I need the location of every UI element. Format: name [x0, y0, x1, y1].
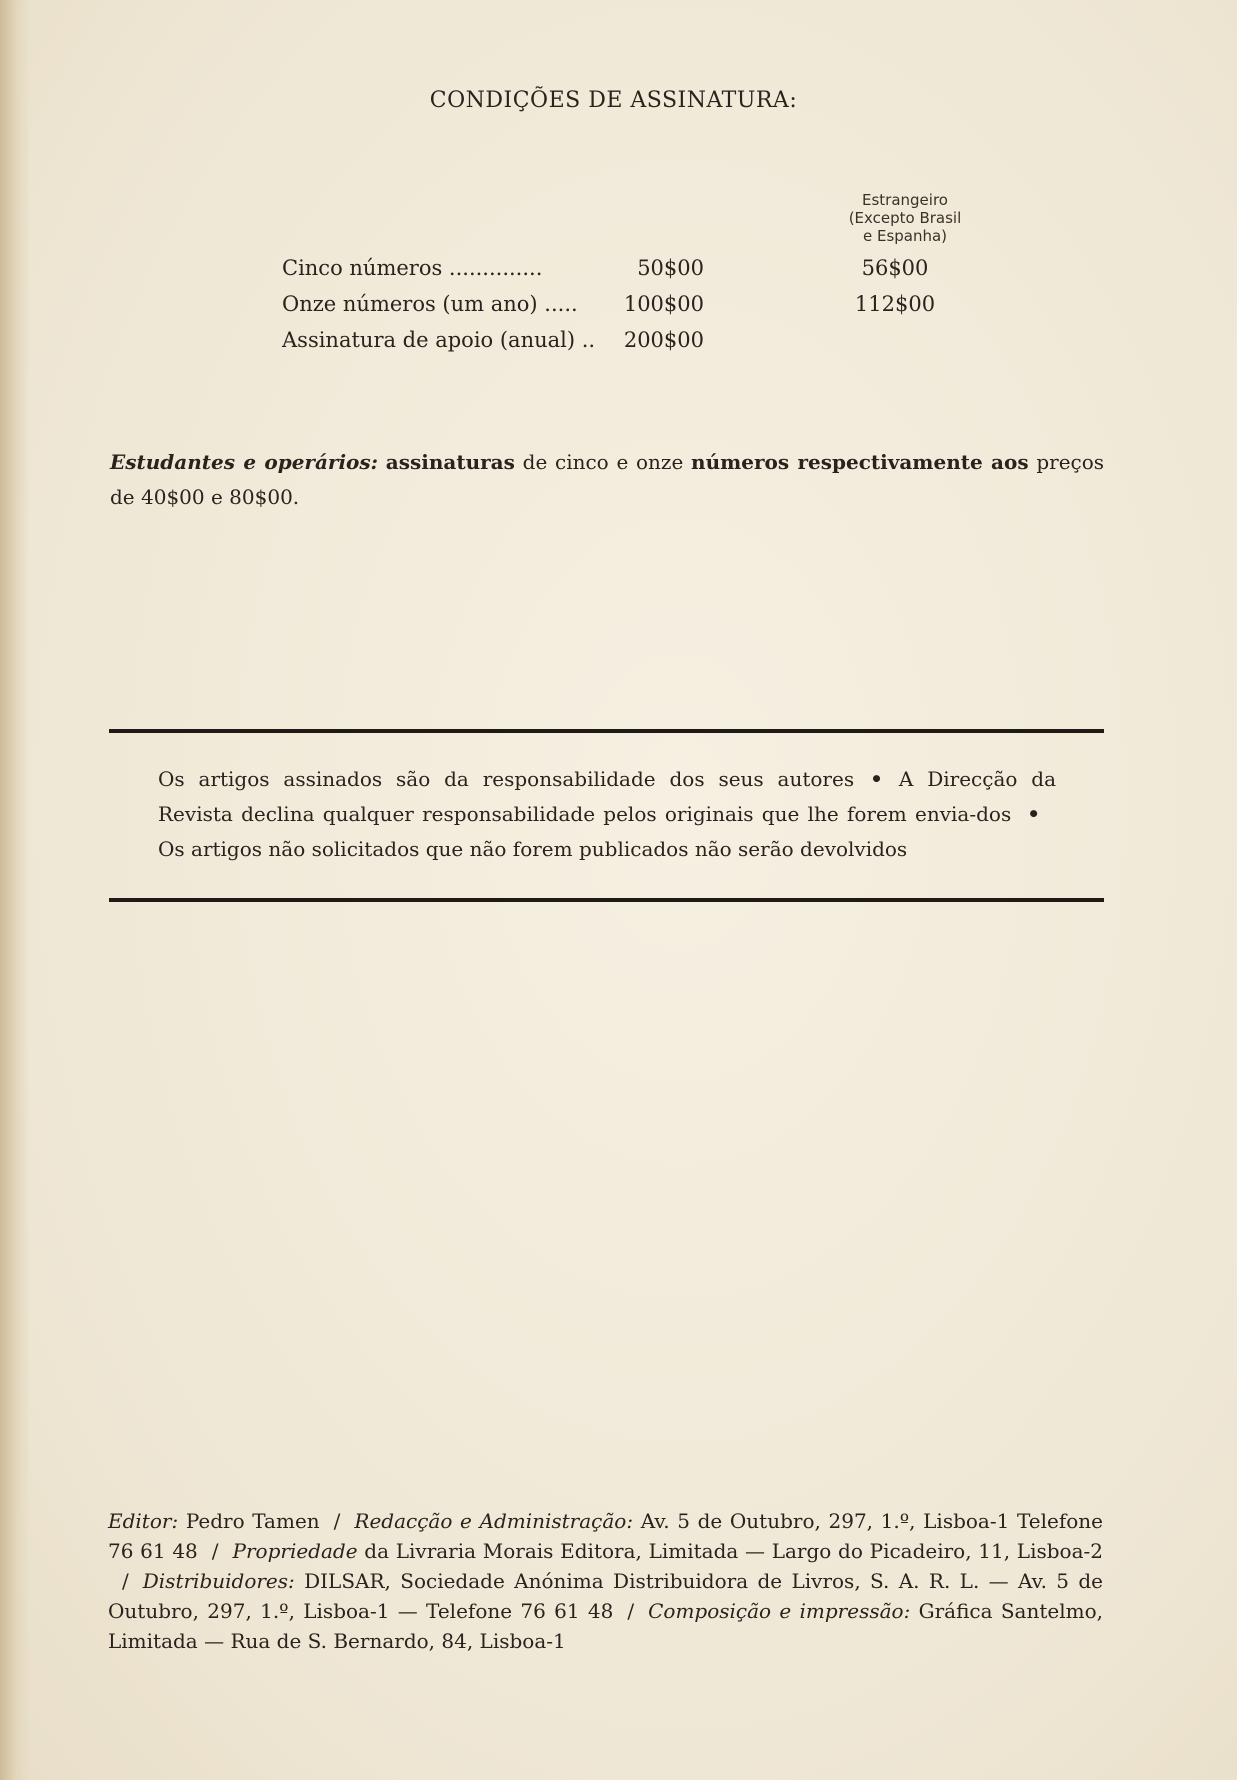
price-abroad: 112$00	[854, 292, 936, 316]
price-row	[282, 292, 982, 328]
imprint-text: da Livraria Morais Editora, Limitada — Largo do Picadeiro, 11, Lisboa-2	[364, 1539, 1104, 1563]
price-domestic: 200$00	[623, 328, 704, 352]
foreign-header-line: Estrangeiro	[862, 191, 948, 209]
notice-text: Os artigos assinados são da responsabilidade dos seus autores	[158, 767, 855, 791]
imprint-text: Gráfica Santelmo, Limitada — Rua de S. Bernardo, 84, Lisboa-1	[108, 1599, 1103, 1653]
imprint-text: Pedro Tamen	[185, 1509, 320, 1533]
disclaimer-notice	[158, 762, 1056, 867]
imprint-text: Av. 5 de Outubro, 297, 1.º, Lisboa-1 Telefone 76 61 48	[108, 1509, 1103, 1563]
students-text-bold: assinaturas	[385, 450, 515, 474]
foreign-header-line: (Excepto Brasil	[848, 209, 962, 227]
paper-edge	[0, 0, 30, 1780]
price-label: Assinatura de apoio (anual) ..	[282, 328, 596, 352]
bullet: •	[870, 767, 883, 791]
imprint-label: Editor:	[108, 1509, 179, 1533]
notice-text: A Direcção da Revista declina qualquer responsabilidade pelos originais que lhe forem envia-dos	[158, 767, 1056, 826]
page-title: CONDIÇÕES DE ASSINATURA:	[429, 88, 798, 113]
imprint-label: Composição e impressão:	[648, 1599, 911, 1623]
foreign-price-header	[820, 191, 990, 245]
imprint-label: Distribuidores:	[142, 1569, 295, 1593]
separator: /	[333, 1509, 341, 1533]
notice-text: Os artigos não solicitados que não forem publicados não serão devolvidos	[158, 837, 908, 861]
price-row	[282, 328, 982, 364]
price-abroad: 56$00	[861, 256, 929, 280]
separator: /	[122, 1569, 129, 1593]
divider-top	[109, 729, 1104, 733]
price-row	[282, 256, 982, 292]
price-label: Onze números (um ano) .....	[282, 292, 578, 316]
price-domestic: 50$00	[637, 256, 704, 280]
students-text: de cinco e onze	[522, 450, 684, 474]
imprint-label: Propriedade	[232, 1539, 358, 1563]
students-text-bold: números respectivamente aos	[691, 450, 1029, 474]
price-label: Cinco números ..............	[282, 256, 543, 280]
bullet: •	[1027, 802, 1040, 826]
separator: /	[627, 1599, 635, 1623]
imprint	[108, 1506, 1103, 1656]
foreign-header-line: e Espanha)	[862, 227, 948, 245]
divider-bottom	[109, 898, 1104, 902]
students-lead: Estudantes e operários:	[110, 450, 379, 474]
imprint-label: Redacção e Administração:	[354, 1509, 634, 1533]
separator: /	[211, 1539, 219, 1563]
students-note	[110, 445, 1104, 515]
imprint-text: DILSAR, Sociedade Anónima Distribuidora de Livros, S. A. R. L. — Av. 5 de Outubro, 297, 1.º, Lisboa-1 — Telefone 76 61 48	[108, 1569, 1103, 1623]
price-domestic: 100$00	[623, 292, 704, 316]
students-text: preços de 40$00 e 80$00.	[110, 450, 1105, 509]
